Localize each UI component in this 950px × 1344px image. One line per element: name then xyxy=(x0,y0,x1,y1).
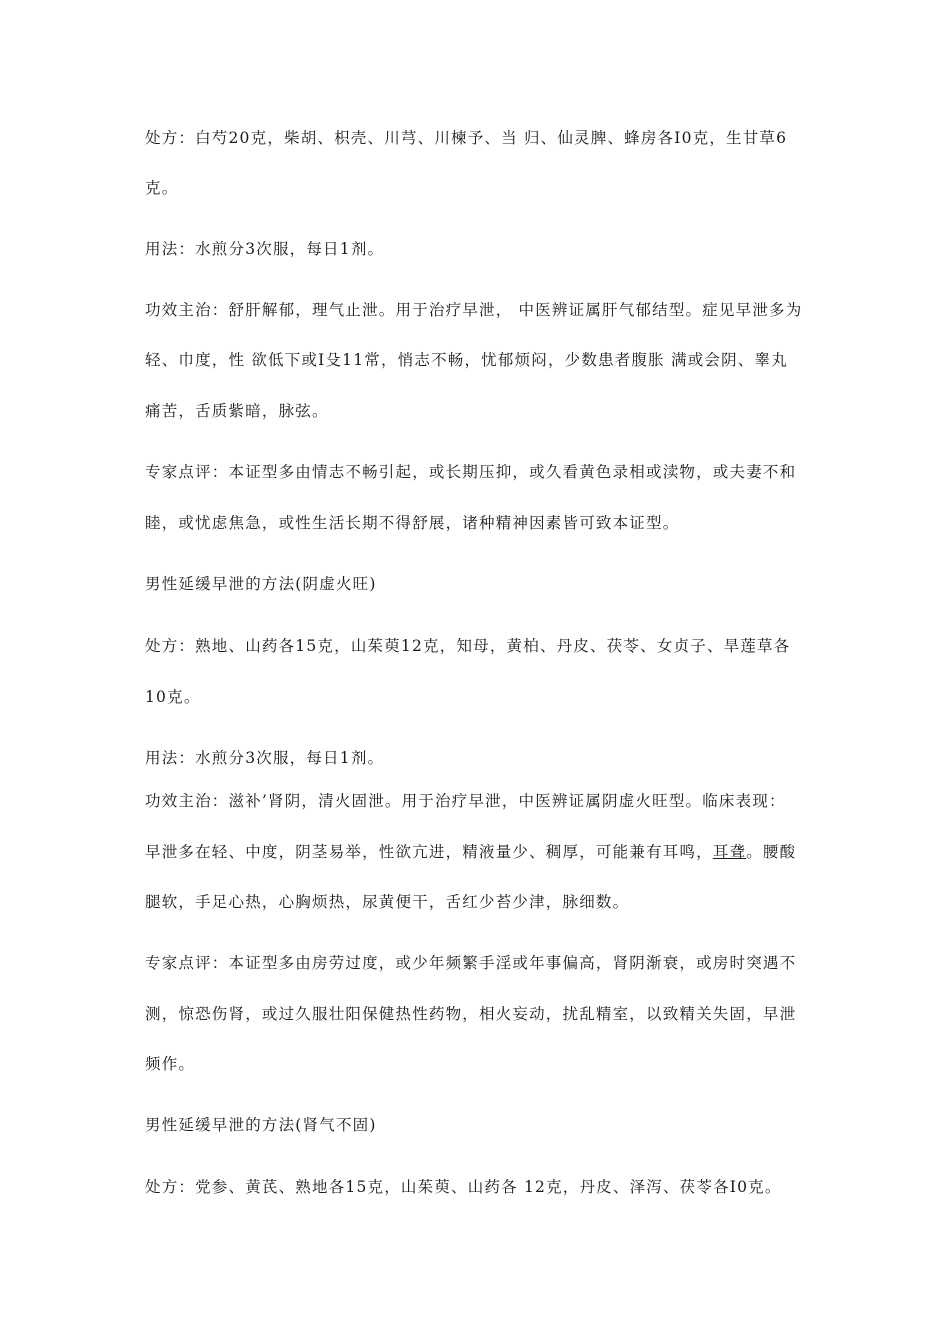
text-line: 10克。 xyxy=(145,688,201,706)
text-line: 轻、巾度，性 欲低下或Ⅰ殳11常，悄志不畅，忧郁烦闷，少数患者腹胀 满或会阴、睾丸 xyxy=(145,351,788,369)
text-line: 处方：党参、黄芪、熟地各15克，山茱萸、山药各 12克，丹皮、泽泻、茯苓各I0克。 xyxy=(145,1178,782,1196)
text-line: 克。 xyxy=(145,179,179,197)
text-line: 痛苦，舌质紫暗，脉弦。 xyxy=(145,402,329,420)
text-line: 专家点评：本证型多由房劳过度，或少年频繁手淫或年事偏高，肾阴渐衰，或房时突遇不 xyxy=(145,954,797,972)
text-line: 测，惊恐伤肾，或过久服壮阳保健热性药物，相火妄动，扰乱精室，以致精关失固，早泄 xyxy=(145,1005,797,1023)
text-line: 处方：熟地、山药各15克，山茱萸12克，知母，黄柏、丹皮、茯苓、女贞子、旱莲草各 xyxy=(145,637,791,655)
text-line: 功效主治：舒肝解郁，理气止泄。用于治疗早泄， 中医辨证属肝气郁结型。症见早泄多为 xyxy=(145,301,803,319)
text-line: 处方：白芍20克，柴胡、枳壳、川芎、川楝予、当 归、仙灵脾、蜂房各I0克，生甘草6 xyxy=(145,129,788,147)
text-line: 功效主治：滋补’肾阴，清火固泄。用于治疗早泄，中医辨证属阴虚火旺型。临床表现： xyxy=(145,792,786,810)
section-heading: 男性延缓早泄的方法(阴虚火旺) xyxy=(145,575,377,593)
underlined-term: 耳聋 xyxy=(712,843,747,861)
section-heading: 男性延缓早泄的方法(肾气不固) xyxy=(145,1116,377,1134)
text-line: 用法：水煎分3次服，每日1剂。 xyxy=(145,749,385,767)
text-line xyxy=(145,841,810,863)
text-segment: 早泄多在轻、中度，阴茎易举，性欲亢进，精液量少、稠厚，可能兼有耳鸣， xyxy=(145,843,713,861)
text-line: 频作。 xyxy=(145,1055,196,1073)
text-line: 腿软，手足心热，心胸烦热，尿黄便干，舌红少苔少津，脉细数。 xyxy=(145,893,630,911)
text-segment: 。腰酸 xyxy=(746,843,797,861)
text-line: 专家点评：本证型多由情志不畅引起，或长期压抑，或久看黄色录相或渎物，或夫妻不和 xyxy=(145,463,797,481)
text-line: 睦，或忧虑焦急，或性生活长期不得舒展，诸种精神因素皆可致本证型。 xyxy=(145,514,680,532)
text-line: 用法：水煎分3次服，每日1剂。 xyxy=(145,240,385,258)
